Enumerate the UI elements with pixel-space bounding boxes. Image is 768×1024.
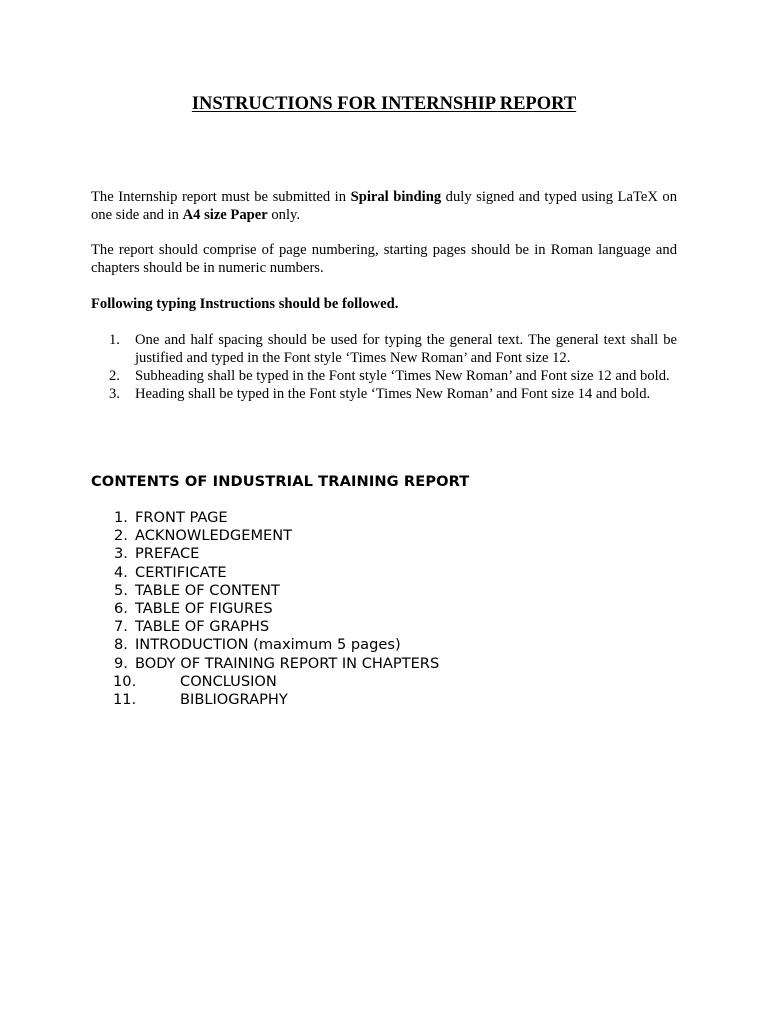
contents-item [91, 545, 439, 563]
contents-list [91, 509, 439, 709]
list-item-number: 3. [109, 386, 120, 402]
contents-item [91, 509, 439, 527]
contents-item-text: ACKNOWLEDGEMENT [135, 527, 293, 545]
spiral-binding-text: Spiral binding [350, 189, 442, 205]
contents-item-number: 10. [113, 672, 137, 690]
contents-item [91, 655, 439, 673]
contents-heading: CONTENTS OF INDUSTRIAL TRAINING REPORT [91, 473, 470, 490]
contents-item-text: BODY OF TRAINING REPORT IN CHAPTERS [135, 654, 440, 672]
contents-item-number: 6. [114, 600, 128, 618]
contents-item-text: TABLE OF CONTENT [135, 581, 280, 599]
list-item [91, 331, 677, 367]
contents-item [91, 582, 439, 600]
list-item [91, 367, 677, 385]
contents-item [91, 527, 439, 545]
contents-item [91, 618, 439, 636]
list-item-text: Subheading shall be typed in the Font style ‘Times New Roman’ and Font size 12 and bold. [135, 368, 670, 384]
list-item-text: Heading shall be typed in the Font style ‘Times New Roman’ and Font size 14 and bold. [135, 386, 651, 402]
contents-item [91, 691, 439, 709]
contents-item [91, 600, 439, 618]
contents-item-number: 2. [114, 527, 128, 545]
list-item-number: 1. [109, 332, 120, 348]
contents-item-text: BIBLIOGRAPHY [180, 691, 288, 709]
submission-paragraph [91, 188, 677, 224]
contents-item [91, 564, 439, 582]
contents-item-number: 5. [114, 581, 128, 599]
list-item-text: One and half spacing should be used for typing the general text. The general text shall be justified and typed in the Font style ‘Times New Roman’ and Font size 12. [135, 332, 677, 366]
a4-paper-text: A4 size Paper [182, 207, 268, 223]
contents-item-text: INTRODUCTION (maximum 5 pages) [135, 636, 401, 654]
submission-text-2: duly signed and typed using LaTeX on one side and in [91, 189, 677, 223]
submission-text-3: only. [267, 207, 301, 223]
contents-item-text: CONCLUSION [180, 672, 277, 690]
contents-item [91, 673, 439, 691]
contents-item-text: PREFACE [135, 545, 200, 563]
typing-instructions-list [91, 331, 677, 403]
contents-item-number: 1. [114, 509, 128, 526]
contents-item-number: 3. [114, 545, 128, 563]
contents-item-number: 8. [114, 636, 128, 654]
contents-item [91, 636, 439, 654]
contents-item-number: 11. [113, 691, 137, 709]
contents-item-text: TABLE OF FIGURES [135, 600, 273, 618]
contents-item-text: CERTIFICATE [135, 563, 227, 581]
document-title: INSTRUCTIONS FOR INTERNSHIP REPORT [191, 94, 577, 114]
contents-item-text: TABLE OF GRAPHS [135, 618, 270, 636]
submission-text-1: The Internship report must be submitted in [91, 189, 351, 205]
list-item [91, 385, 677, 403]
contents-item-number: 4. [114, 563, 128, 581]
list-item-number: 2. [109, 368, 120, 384]
contents-item-text: FRONT PAGE [135, 509, 228, 526]
contents-item-number: 7. [114, 618, 128, 636]
typing-instructions-subheading: Following typing Instructions should be followed. [91, 296, 399, 312]
numbering-paragraph: The report should comprise of page numbering, starting pages should be in Roman language and chapters should be in numeric numbers. [91, 242, 677, 276]
contents-item-number: 9. [114, 654, 128, 672]
